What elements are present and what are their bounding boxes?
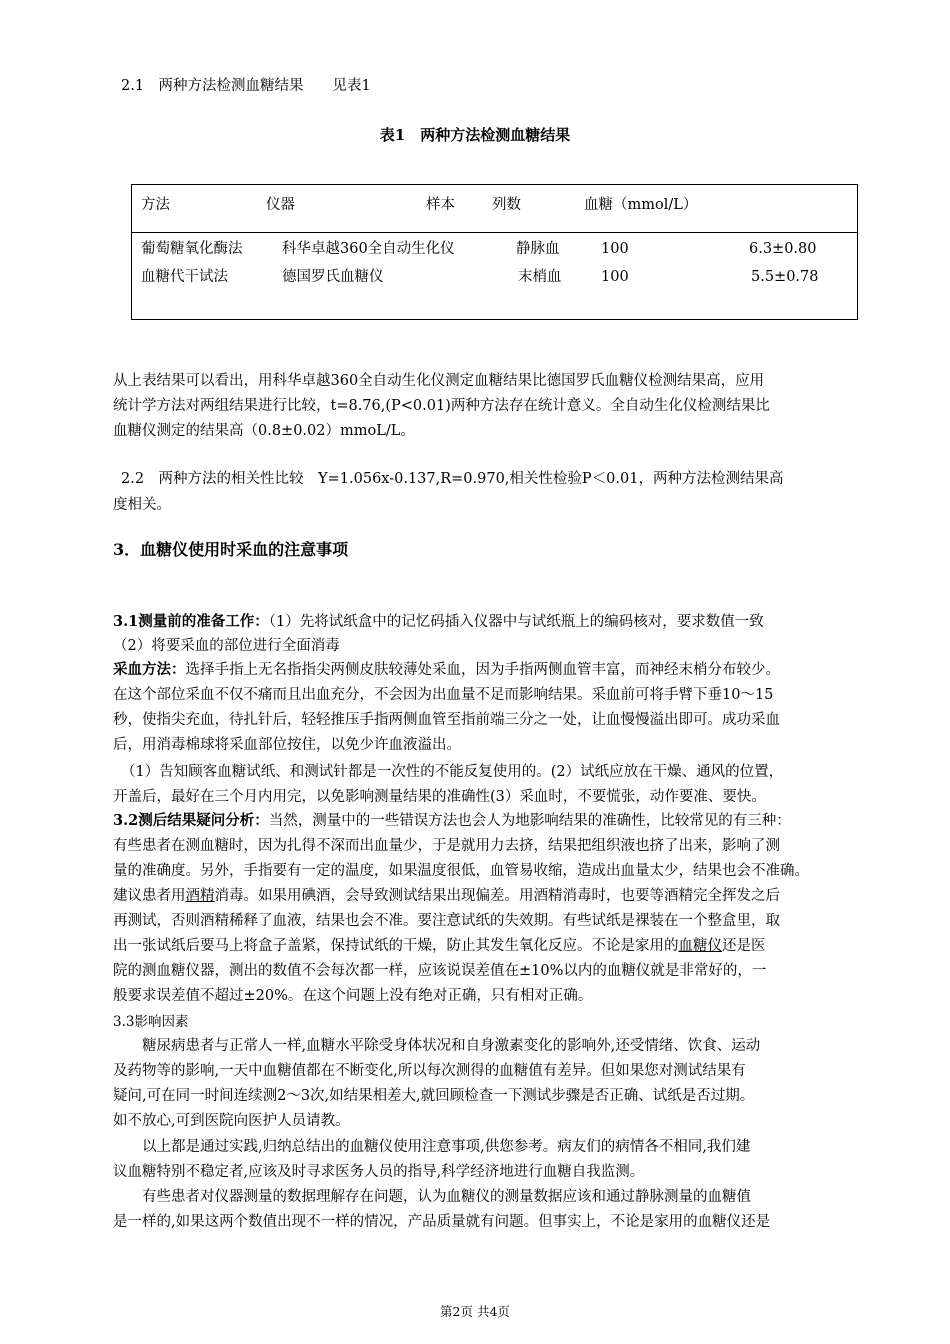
row2-method: 血糖代干试法 (141, 269, 228, 285)
section-3-1-line2: （2）将要采血的部位进行全面消毒 (113, 638, 340, 654)
section-3-3-line: 议血糖特别不稳定者,应该及时寻求医务人员的指导,科学经济地进行血糖自我监测。 (113, 1164, 645, 1180)
row1-count: 100 (601, 241, 629, 257)
section-3-2-line (113, 886, 780, 906)
header-count: 列数 (492, 197, 521, 213)
blood-method-text: 选择手指上无名指指尖两侧皮肤较薄处采血，因为手指两侧血管丰富，而神经末梢分布较少。 (185, 662, 780, 678)
page-footer: 第2页 共4页 (440, 1304, 510, 1319)
glucometer-link[interactable]: 血糖仪 (678, 938, 722, 954)
text-span: 出一张试纸后要马上将盒子盖紧，保持试纸的干燥，防止其发生氧化反应。不论是家用的 (113, 938, 679, 954)
row1-method: 葡萄糖氧化酶法 (141, 241, 243, 257)
section-3-3-line: 及药物等的影响,一天中血糖值都在不断变化,所以每次测得的血糖值有差异。但如果您对测试结果有 (113, 1063, 746, 1079)
result-para-line: 血糖仪测定的结果高（0.8±0.02）mmoL/L。 (113, 423, 415, 439)
section-3-3-line: 以上都是通过实践,归纳总结出的血糖仪使用注意事项,供您参考。病友们的病情各不相同,我们建 (113, 1139, 751, 1155)
row2-count: 100 (601, 269, 629, 285)
section-3-2-line (113, 811, 791, 831)
table-divider (132, 232, 857, 233)
section-3-3-line: 疑问,可在同一时间连续测2～3次,如结果相差大,就回顾检查一下测试步骤是否正确、试纸是否过期。 (113, 1088, 755, 1104)
section-3-3-line: 糖尿病患者与正常人一样,血糖水平除受身体状况和自身激素变化的影响外,还受情绪、饮食、运动 (113, 1038, 761, 1054)
header-glucose: 血糖（mmol/L） (584, 197, 698, 213)
text-span: 消毒。如果用碘酒，会导致测试结果出现偏差。用酒精消毒时，也要等酒精完全挥发之后 (214, 888, 780, 904)
row2-sample: 末梢血 (518, 269, 562, 285)
section-3-heading: 3．血糖仪使用时采血的注意事项 (113, 540, 349, 559)
section-2-2-line: 度相关。 (113, 497, 171, 513)
row2-instrument: 德国罗氏血糖仪 (282, 269, 384, 285)
section-3-2-line: 量的准确度。另外，手指要有一定的温度，如果温度很低，血管易收缩，造成出血量太少，结果也会不准确。 (113, 863, 809, 879)
result-para-line: 从上表结果可以看出，用科华卓越360全自动生化仪测定血糖结果比德国罗氏血糖仪检测结果高，应用 (113, 373, 765, 389)
text-span: 还是医 (722, 938, 766, 954)
section-2-1-heading: 2.1 两种方法检测血糖结果 见表1 (121, 78, 371, 94)
blood-method-line: 在这个部位采血不仅不痛而且出血充分，不会因为出血量不足而影响结果。采血前可将手臂下垂10～15 (113, 687, 774, 703)
section-3-2-line: 般要求误差值不超过±20%。在这个问题上没有绝对正确，只有相对正确。 (113, 988, 593, 1004)
blood-method-line: 后，用消毒棉球将采血部位按住，以免少许血液溢出。 (113, 737, 461, 753)
section-3-3-heading: 3.3影响因素 (113, 1014, 189, 1030)
table-caption: 表1 两种方法检测血糖结果 (379, 126, 571, 144)
blood-method-line: 秒，使指尖充血，待扎针后，轻轻推压手指两侧血管至指前端三分之一处，让血慢慢溢出即可。成功采血 (113, 712, 780, 728)
text-span: 建议患者用 (113, 888, 186, 904)
section-2-2-line: 2.2 两种方法的相关性比较 Y=1.056x-0.137,R=0.970,相关性检验P＜0.01，两种方法检测结果高 (121, 471, 784, 487)
section-3-3-line: 如不放心,可到医院向医护人员请教。 (113, 1113, 350, 1129)
notice-line: （1）告知顾客血糖试纸、和测试针都是一次性的不能反复使用的。(2）试纸应放在干燥、通风的位置， (121, 764, 784, 780)
section-3-1-line (113, 612, 764, 632)
section-3-1-text: （1）先将试纸盒中的记忆码插入仪器中与试纸瓶上的编码核对，要求数值一致 (268, 614, 764, 630)
result-para-line: 统计学方法对两组结果进行比较，t=8.76,(P<0.01)两种方法存在统计意义。全自动生化仪检测结果比 (113, 398, 770, 414)
section-3-2-line: 院的测血糖仪器，测出的数值不会每次都一样，应该说误差值在±10%以内的血糖仪就是非常好的，一 (113, 963, 767, 979)
header-method: 方法 (141, 197, 170, 213)
section-3-2-label: 3.2测后结果疑问分析： (113, 812, 269, 829)
section-3-2-line: 再测试，否则酒精稀释了血液，结果也会不准。要注意试纸的失效期。有些试纸是裸装在一个整盒里，取 (113, 913, 780, 929)
blood-method-label: 采血方法： (113, 661, 186, 678)
row1-glucose: 6.3±0.80 (749, 241, 817, 257)
row1-instrument: 科华卓越360全自动生化仪 (282, 241, 455, 257)
blood-method-line (113, 660, 780, 680)
section-3-1-label: 3.1测量前的准备工作： (113, 613, 269, 630)
section-3-2-line: 有些患者在测血糖时，因为扎得不深而出血量少，于是就用力去挤，结果把组织液也挤了出来，影响了测 (113, 838, 780, 854)
header-sample: 样本 (426, 197, 455, 213)
alcohol-link[interactable]: 酒精 (185, 888, 215, 904)
row1-sample: 静脉血 (516, 241, 560, 257)
notice-line: 开盖后，最好在三个月内用完，以免影响测量结果的准确性(3）采血时，不要慌张，动作要准、要快。 (113, 789, 766, 805)
section-3-2-text: 当然，测量中的一些错误方法也会人为地影响结果的准确性，比较常见的有三种： (268, 813, 791, 829)
section-3-2-line (113, 936, 766, 956)
row2-glucose: 5.5±0.78 (751, 269, 819, 285)
header-instrument: 仪器 (266, 197, 295, 213)
section-3-3-line: 有些患者对仪器测量的数据理解存在问题，认为血糖仪的测量数据应该和通过静脉测量的血糖值 (113, 1189, 751, 1205)
section-3-3-line: 是一样的,如果这两个数值出现不一样的情况，产品质量就有问题。但事实上，不论是家用的血糖仪还是 (113, 1214, 771, 1230)
results-table (131, 184, 858, 320)
